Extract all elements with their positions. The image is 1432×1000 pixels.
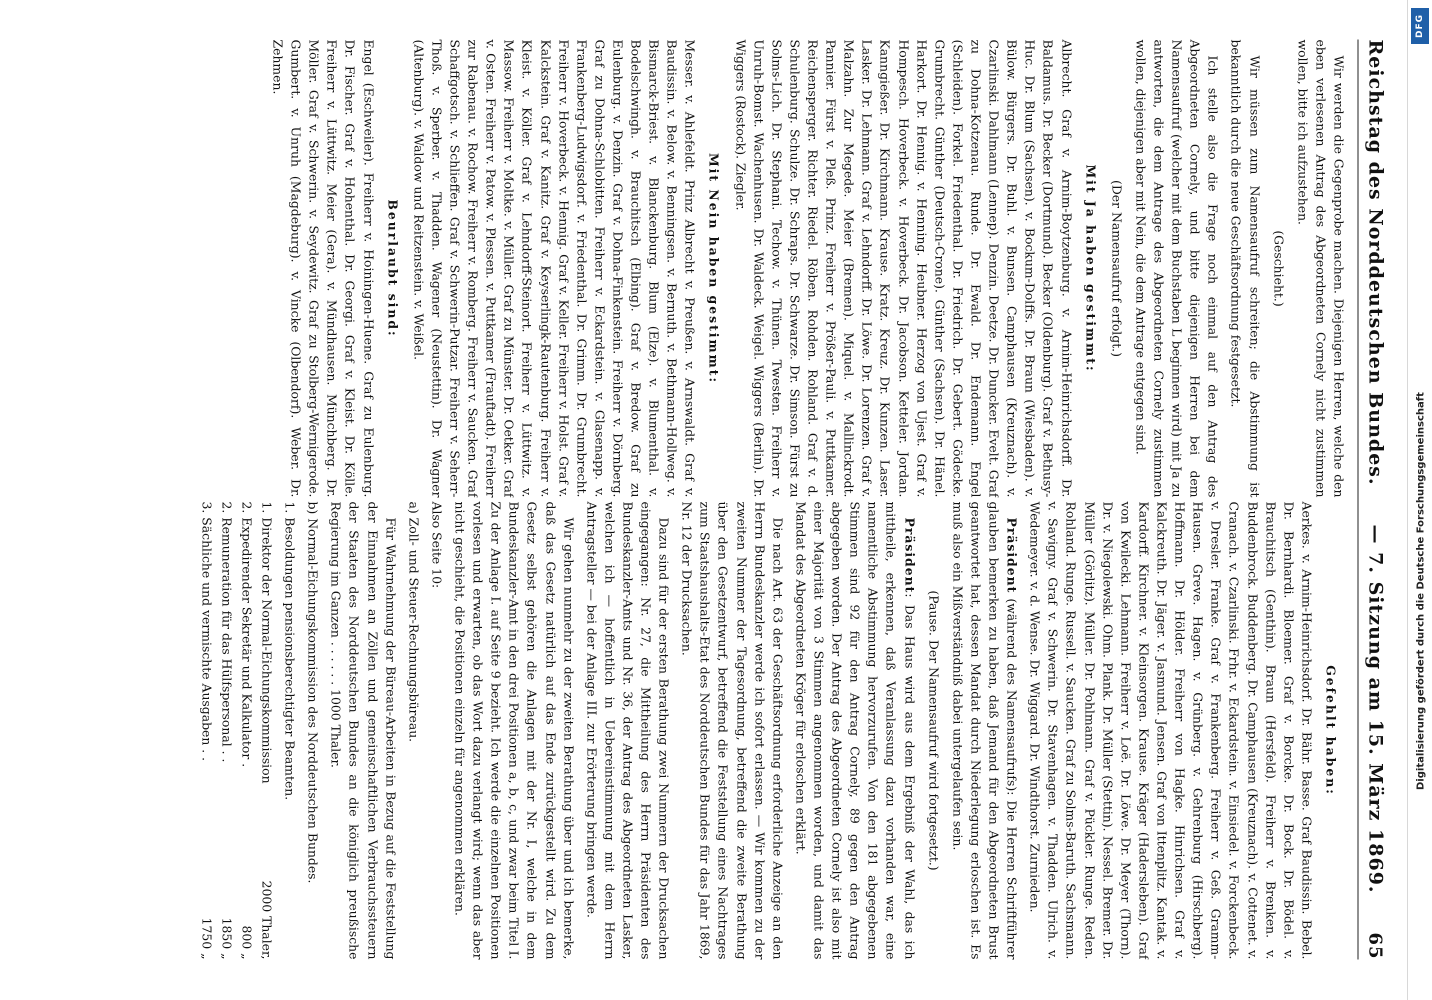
item-label: 2. Expedirender Sekretär und Kalkulator . xyxy=(239,501,255,768)
paragraph: Wir gehen nunmehr zu der zweiten Berathung über und ich bemerke, daß das Gesetz natürlich auf das Ende zurückgestellt wird. Zu dem Gesetz selbst gehören die Anlagen mit der Nr. I, welche in dem Bundeskanzler-Amt in den drei Positionen a, b, c, und zwar beim Titel I. Zu der Anlage I. auf Seite 9 bezieht. Ich werde die einzelnen Positionen vorlesen und erwarten, ob das Wort dazu verlangt wird; wenn das aber nicht geschieht, die Positionen einzeln für angenommen erklären. xyxy=(452,501,577,960)
speech-text: (während des Namensaufrufs): Die Herren Schriftführer glauben bemerken zu haben, daß Jemand für den Abgeordneten Brust geantwortet hat, dessen Mandat durch Niederlegung erloschen ist. Es muß also ein Mißverständniß dabei untergelaufen sein. xyxy=(950,501,1020,960)
paragraph: Ich stelle also die Frage noch einmal auf den Antrag des Abgeordneten Cornely, und bitte diejenigen Herren bei dem Namensaufruf (welcher mit dem Buchstaben L beginnen wird) mit Ja zu antworten, die dem Antrage des Abgeordneten Cornely zustimmen wollen, diejenigen aber mit Nein, die dem Antrage entgegen sind. xyxy=(1133,39,1221,498)
budget-line-item xyxy=(237,502,255,960)
paragraph xyxy=(791,502,918,960)
dfg-logo: DFG xyxy=(1411,8,1429,44)
item-label: 3. Sächliche und vermischte Ausgaben . . xyxy=(199,501,215,762)
paragraph: Dazu sind für der ersten Berathung zwei Nummern der Drucksachen eingegangen: Nr. 27, die Mittheilung des Herrn Präsidenten des Bundeskanzler-Amts und Nr. 36, der Antrag des Abgeordneten Lasker, welchen ich — hoffentlich in Uebereinstimmung mit dem Herrn Antragsteller — bei der Anlage III. zur Erörterung bringen werde. xyxy=(584,501,672,960)
paragraph: Wir werden die Gegenprobe machen. Diejenigen Herren, welche den eben verlesenen Antrag des Abgeordneten Cornely nicht zustimmen wollen, bitte ich aufzustehen. xyxy=(1295,39,1347,498)
paragraph: Also Seite 10: xyxy=(429,501,445,589)
text-columns xyxy=(28,40,1348,960)
dfg-funding-note: Digitalisierung gefördert durch die Deutsche Forschungsgemeinschaft xyxy=(1415,392,1427,790)
paragraph: Aerkes. v. Arnim-Heinrichsdorf. Dr. Bähr. Basse. Graf Baudissin. Bebel. Dr. Bernhardi. Bloemer. Graf v. Borcke. Dr. Bock. Dr. Bödel. v. Brauchitsch (Genthin). Braun (Hersfeld). Freiherr v. Brenken. v. Buddenbrock. Buddenberg. Dr. Camphausen (Kreuznach). v. Cottenet. v. Cranach. v. Czarlinski. Frhr. v. Eckardstein. v. Einsiedel. v. Forckenbeck. v. Dresler. Franke. Graf v. Frankenberg. Freiherr v. Geß. Gramm-Hausen. Greve. Hagen. v. Grünberg. v. Gehrenburg (Hirschberg). Hoffmann. Dr. Hölder. Freiherr von Hagke. Hinrichsen. Graf v. Kalckreuth. Dr. Jäger. v. Jasmund. Jensen. Graf von Ittenplitz. Kantak. v. Kardorff. Kirchner. v. Kleinsorgen. Krause. Kräger (Hadersleben). Graf von Kwilecki. Lehmann. Freiherr v. Loë. Dr. Löwe. Dr. Meyer (Thorn). Dr. v. Niegolewski. Ohm. Plank. Dr. Müller (Stettin). Nessel. Bremer. Dr. Müller (Görlitz). Müller. Dr. Pohlmann. Graf v. Pückler. Runge. Reden. Rohland. Runge. Russell. v. Saucken. Graf zu Solms-Baruth. Sachsmann. v. Savigny. Graf v. Schwerin. Dr. Stavenhagen. v. Thadden. Ulrich. v. Wedemeyer. v. d. Wense. Dr. Wiggard. Dr. Windthorst. Zurnieden. xyxy=(1027,501,1315,960)
paragraph: Engel (Eschweiler). Freiherr v. Hoiningen-Huene. Graf zu Eulenburg. Dr. Fischer. Graf v. Hohenthal. Dr. Georgi. Graf v. Kleist. Dr. Kölle. Freiherr v. Lüttwitz. Meier (Gera). v. Mündhausen. Münchberg. Dr. Möller. Graf v. Schwerin. v. Seydewitz. Graf zu Stolberg-Wernigerode. Gumbert. v. Unruh (Magdeburg). v. Vincke (Olbendorf). Weber. Dr. Zehmen. xyxy=(270,39,377,498)
budget-line-item xyxy=(197,502,215,960)
item-label: 1. Direktor der Normal-Eichungskommission xyxy=(259,501,275,784)
paragraph: Messer. v. Ahlefeldt. Prinz Albrecht v. Preußen. v. Arnswaldt. Graf v. Baudissin. v. Below. v. Benningsen. v. Bernuth. v. Bethmann-Hollweg. v. Bismarck-Briest. v. Blanckenburg. Blum (Elze). v. Blumenthal. v. Bodelschwingh. v. Brauchitsch (Elbing). Graf v. Bredow. Graf zu Eulenburg. v. Denzin. Graf v. Dohna-Finkenstein. Freiherr v. Dörnberg. Graf zu Dohna-Schlobitten. Freiherr v. Eckardstein. v. Glasenapp. v. Frankenberg-Ludwigsdorf. v. Friedenthal. Dr. Grimm. Dr. Grumbrecht. Freiherr v. Hoverbeck. v. Hennig. Graf v. Keller. Freiherr v. Holst. Graf v. Kalckstein. Graf v. Kanitz. Graf v. Keyserlingk-Rautenburg. Freiherr v. Kleist. v. Köller. Graf v. Lehndorff-Steinort. Freiherr v. Lüttwitz. v. Massow. Freiherr v. Moltke. v. Müller. Graf zu Münster. Dr. Oetker. Graf v. Osten. Freiherr v. Patow. v. Plessen. v. Puttkamer (Frauftadt). Freiherr zur Rabenau. v. Rochow. Freiherr v. Romberg. Freiherr v. Saucken. Graf Schaffgotsch. v. Schlieffen. Graf v. Schwerin-Putzar. Freiherr v. Seherr-Thoß. v. Sperber. v. Thadden. Wagener (Neustettin). Dr. Wagner (Altenburg). v. Waldow und Reitzenstein. v. Weißel. xyxy=(411,39,698,498)
item-amount: 800 „ xyxy=(239,925,255,960)
left-column xyxy=(28,40,1348,498)
budget-line-item xyxy=(217,502,235,960)
paragraph: Für Wahrnehmung der Büreau-Arbeiten in Bezug auf die Feststellung der Einnahmen an Zöllen und gemeinschaftlichen Verbrauchssteuern der Staaten des Norddeutschen Bundes an die königlich preußische Regierung im Ganzen . . . . . . 1000 Thaler. xyxy=(328,501,399,960)
paragraph: 1. Besoldungen pensionsberechtigter Beamten. xyxy=(282,501,298,801)
document-page xyxy=(6,10,1401,990)
paragraph: Albrecht. Graf v. Arnim-Boytzenburg. v. Arnim-Heinrichsdorff. Dr. Baldamus. Dr. Becker (Dortmund). Becker (Oldenburg). Graf v. Bethusy-Huc. Dr. Blum (Sachsen). v. Bockum-Dolffs. Dr. Braun (Wiesbaden). v. Bülow. Bürgers. Dr. Buhl. v. Bunsen. Camphausen (Kreuznach). v. Czarlinski. Dahlmann (Lennep). Denzin. Deetze. Dr. Duncker. Evelt. Graf zu Dohna-Kotzenau. Runde. Dr. Ewald. Dr. Endemann. Engel (Schleiden). Forkel. Friedenthal. Dr. Friedrich. Dr. Gebert. Gödecke. Grumbrecht. Günther (Deutsch-Crone). Günther (Sachsen). Dr. Hänel. Harkort. Dr. Hennig. v. Henning. Heubner. Herzog von Ujest. Graf v. Hompesch. Hoverbeck. v. Hoverbeck. Dr. Jacobson. Ketteler. Jordan. Kanngießer. Dr. Kirchmann. Krause. Kratz. Kreuz. Dr. Kunzen. Laser. Lasker. Dr. Lehmann. Graf v. Lehndorff. Dr. Löwe. Dr. Lorenzen. Graf v. Malzahn. Zur Megede. Meier (Bremen). Miquel. v. Mallinckrodt. Pannier. Fürst v. Pleß. Prinz. Freiherr v. Prößer-Pauli. v. Puttkamer. Reichensperger. Richter. Riedel. Röben. Rohden. Rohland. Graf v. d. Schulenburg. Schulze. Dr. Schraps. Dr. Schwarze. Dr. Simson. Fürst zu Solms-Lich. Dr. Stephani. Techow. v. Thünen. Twesten. Freiherr v. Unruh-Bomst. Wachenhusen. Dr. Waldeck. Weigel. Wiggers (Berlin). Dr. Wiggers (Rostock). Ziegler. xyxy=(733,39,1075,498)
header-title: Reichstag des Norddeutschen Bundes. xyxy=(1364,39,1387,486)
speaker-label: Präsident xyxy=(902,517,918,594)
header-session: — 7. Sitzung am 15. März 1869. xyxy=(1364,524,1387,894)
paragraph: a) Zoll- und Steuer-Rechnungsbüreau. xyxy=(406,501,422,743)
budget-line-item xyxy=(257,502,275,960)
paragraph: Wir müssen zum Namensaufruf schreiten; die Abstimmung ist bekanntlich durch die neue Geschäftsordnung festgesetzt. xyxy=(1228,39,1263,498)
stage-direction: (Der Namensaufruf erfolgt.) xyxy=(1109,180,1125,357)
item-amount: 1850 „ xyxy=(219,917,235,960)
speaker-label: Präsident xyxy=(1004,517,1020,594)
item-amount: 1750 „ xyxy=(199,917,215,960)
right-column xyxy=(28,502,1348,960)
speech-text: : Das Haus wird aus dem Ergebniß der Wahl, das ich mittheile, erkennen, daß Veranlassung dazu vorhanden war, eine namentliche Abstimmung hervorzurufen. Von den 181 abgegebenen Stimmen sind 92 für den Antrag Cornely, 89 gegen den Antrag abgegeben worden. Der Antrag des Abgeordneten Cornely ist also mit einer Majorität von 3 Stimmen angenommen worden, und damit das Mandat des Abgeordneten Kröger für erloschen erklärt. xyxy=(793,501,918,960)
section-heading: Beurlaubt sind: xyxy=(385,199,401,338)
paragraph: b) Normal-Eichungskommission des Norddeutschen Bundes. xyxy=(305,501,321,884)
item-label: 2. Remuneration für das Hülfspersonal . . xyxy=(219,501,235,763)
stage-direction: (Pause. Der Namensaufruf wird fortgesetzt.) xyxy=(926,590,942,871)
paragraph: Die nach Art. 63 der Geschäftsordnung erforderliche Anzeige an den Herrn Bundeskanzler werde ich sofort erlassen. — Wir kommen zu der zweiten Nummer der Tagesordnung, betreffend die zweite Berathung über den Gesetzentwurf, betreffend die Feststellung eines Nachtrages zum Staatshaushalts-Etat des Norddeutschen Bundes für das Jahr 1869, Nr. 12 der Drucksachen. xyxy=(679,501,786,960)
stage-direction: (Geschieht.) xyxy=(1271,230,1287,307)
page-number: 65 xyxy=(1364,932,1386,960)
section-heading: Mit Ja haben gestimmt: xyxy=(1083,164,1099,373)
dfg-sidebar xyxy=(1407,0,1432,1000)
section-heading: Mit Nein haben gestimmt: xyxy=(707,152,722,385)
running-head xyxy=(1358,40,1387,960)
section-heading: Gefehlt haben: xyxy=(1323,665,1339,796)
item-amount: 2000 Thaler, xyxy=(259,880,275,960)
paragraph xyxy=(948,502,1020,960)
